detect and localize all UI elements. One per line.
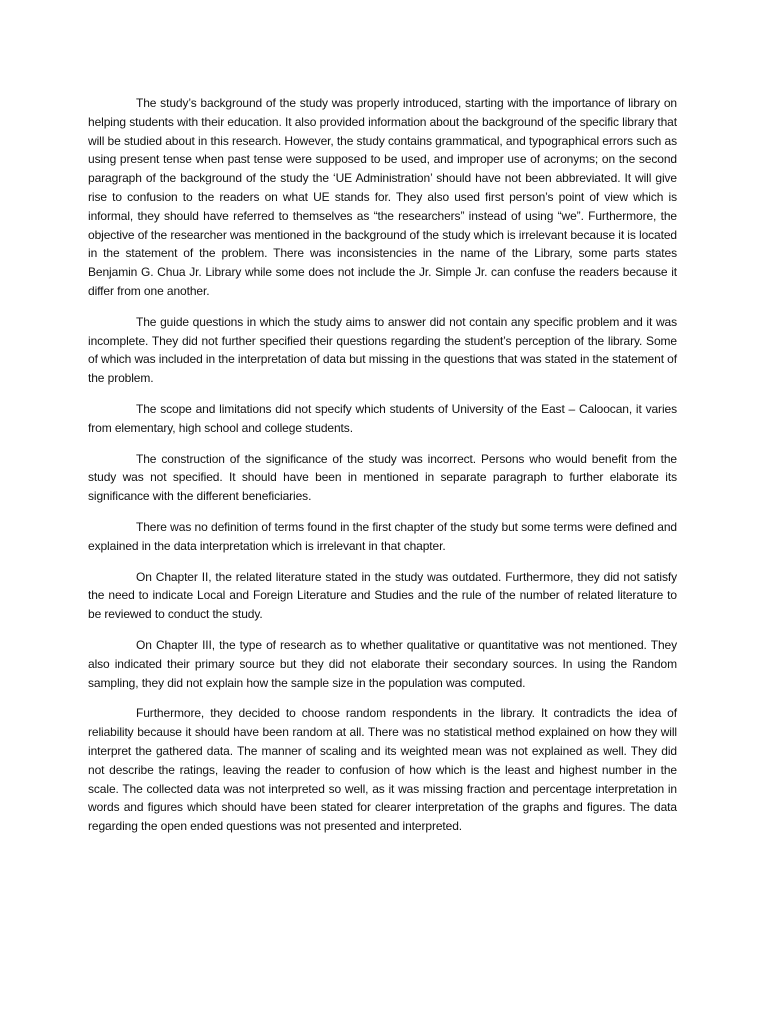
paragraph-background: The study’s background of the study was properly introduced, starting with the importance of library on helping students with their education. It also provided information about the background of the specific library that will be studied about in this research. However, the study contains grammatical, and typographical errors such as using present tense when past tense were supposed to be used, and improper use of acronyms; on the second paragraph of the background of the study the ‘UE Administration’ should have not been abbreviated. It will give rise to confusion to the readers on what UE stands for. They also used first person’s point of view which is informal, they should have referred to themselves as “the researchers” instead of using “we”. Furthermore, the objective of the researcher was mentioned in the background of the study which is irrelevant because it is located in the statement of the problem. There was inconsistencies in the name of the Library, some parts states Benjamin G. Chua Jr. Library while some does not include the Jr. Simple Jr. can confuse the readers because it differ from one another. bbox=[88, 96, 677, 298]
paragraph-chapter-ii: On Chapter II, the related literature stated in the study was outdated. Furthermore, they did not satisfy the need to indicate Local and Foreign Literature and Studies and the rule of the number of related literature to be reviewed to conduct the study. bbox=[88, 569, 677, 622]
paragraph-chapter-iii: On Chapter III, the type of research as to whether qualitative or quantitative was not mentioned. They also indicated their primary source but they did not elaborate their secondary sources. In using the Random sampling, they did not explain how the sample size in the population was computed. bbox=[88, 637, 677, 690]
paragraph-respondents-data: Furthermore, they decided to choose random respondents in the library. It contradicts the idea of reliability because it should have been random at all. There was no statistical method explained on how they will interpret the gathered data. The manner of scaling and its weighted mean was not explained as well. They did not describe the ratings, leaving the reader to confusion of how which is the least and highest number in the scale. The collected data was not interpreted so well, as it was missing fraction and percentage interpretation in words and figures which should have been stated for clearer interpretation of the graphs and figures. The data regarding the open ended questions was not presented and interpreted. bbox=[88, 706, 677, 834]
document-page bbox=[88, 94, 677, 848]
paragraph-definition-of-terms: There was no definition of terms found in the first chapter of the study but some terms were defined and explained in the data interpretation which is irrelevant in that chapter. bbox=[88, 519, 677, 553]
paragraph-guide-questions: The guide questions in which the study aims to answer did not contain any specific problem and it was incomplete. They did not further specified their questions regarding the student’s perception of the library. Some of which was included in the interpretation of data but missing in the questions that was stated in the statement of the problem. bbox=[88, 314, 677, 386]
paragraph-significance: The construction of the significance of the study was incorrect. Persons who would benefit from the study was not specified. It should have been in mentioned in separate paragraph to further elaborate its significance with the different beneficiaries. bbox=[88, 451, 677, 504]
paragraph-scope-limitations: The scope and limitations did not specify which students of University of the East – Caloocan, it varies from elementary, high school and college students. bbox=[88, 401, 677, 435]
